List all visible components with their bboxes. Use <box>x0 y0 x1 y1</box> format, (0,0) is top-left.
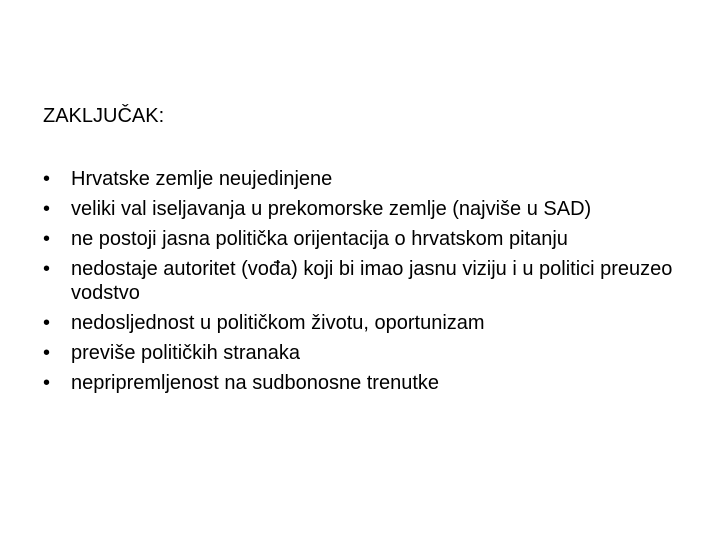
bullet-icon: • <box>43 198 51 220</box>
list-item <box>43 341 683 365</box>
list-item-text: nepripremljenost na sudbonosne trenutke <box>71 372 440 394</box>
list-item-text: nedosljednost u političkom životu, oportunizam <box>71 312 485 334</box>
list-item <box>43 257 683 305</box>
list-item-text: previše političkih stranaka <box>71 342 300 364</box>
list-item <box>43 167 683 191</box>
slide-heading: ZAKLJUČAK: <box>43 105 165 127</box>
list-item <box>43 371 683 395</box>
list-item-text: nedostaje autoritet (vođa) koji bi imao jasnu viziju i u politici preuzeo vodstvo <box>71 258 673 304</box>
bullet-icon: • <box>43 228 51 250</box>
bullet-icon: • <box>43 312 51 334</box>
list-item <box>43 197 683 221</box>
bullet-icon: • <box>43 258 51 280</box>
list-item <box>43 311 683 335</box>
list-item-text: Hrvatske zemlje neujedinjene <box>71 168 333 190</box>
bullet-list <box>43 167 683 401</box>
bullet-icon: • <box>43 168 51 190</box>
list-item-text: ne postoji jasna politička orijentacija o hrvatskom pitanju <box>71 228 568 250</box>
list-item-text: veliki val iseljavanja u prekomorske zemlje (najviše u SAD) <box>71 198 592 220</box>
bullet-icon: • <box>43 342 51 364</box>
list-item <box>43 227 683 251</box>
bullet-icon: • <box>43 372 51 394</box>
